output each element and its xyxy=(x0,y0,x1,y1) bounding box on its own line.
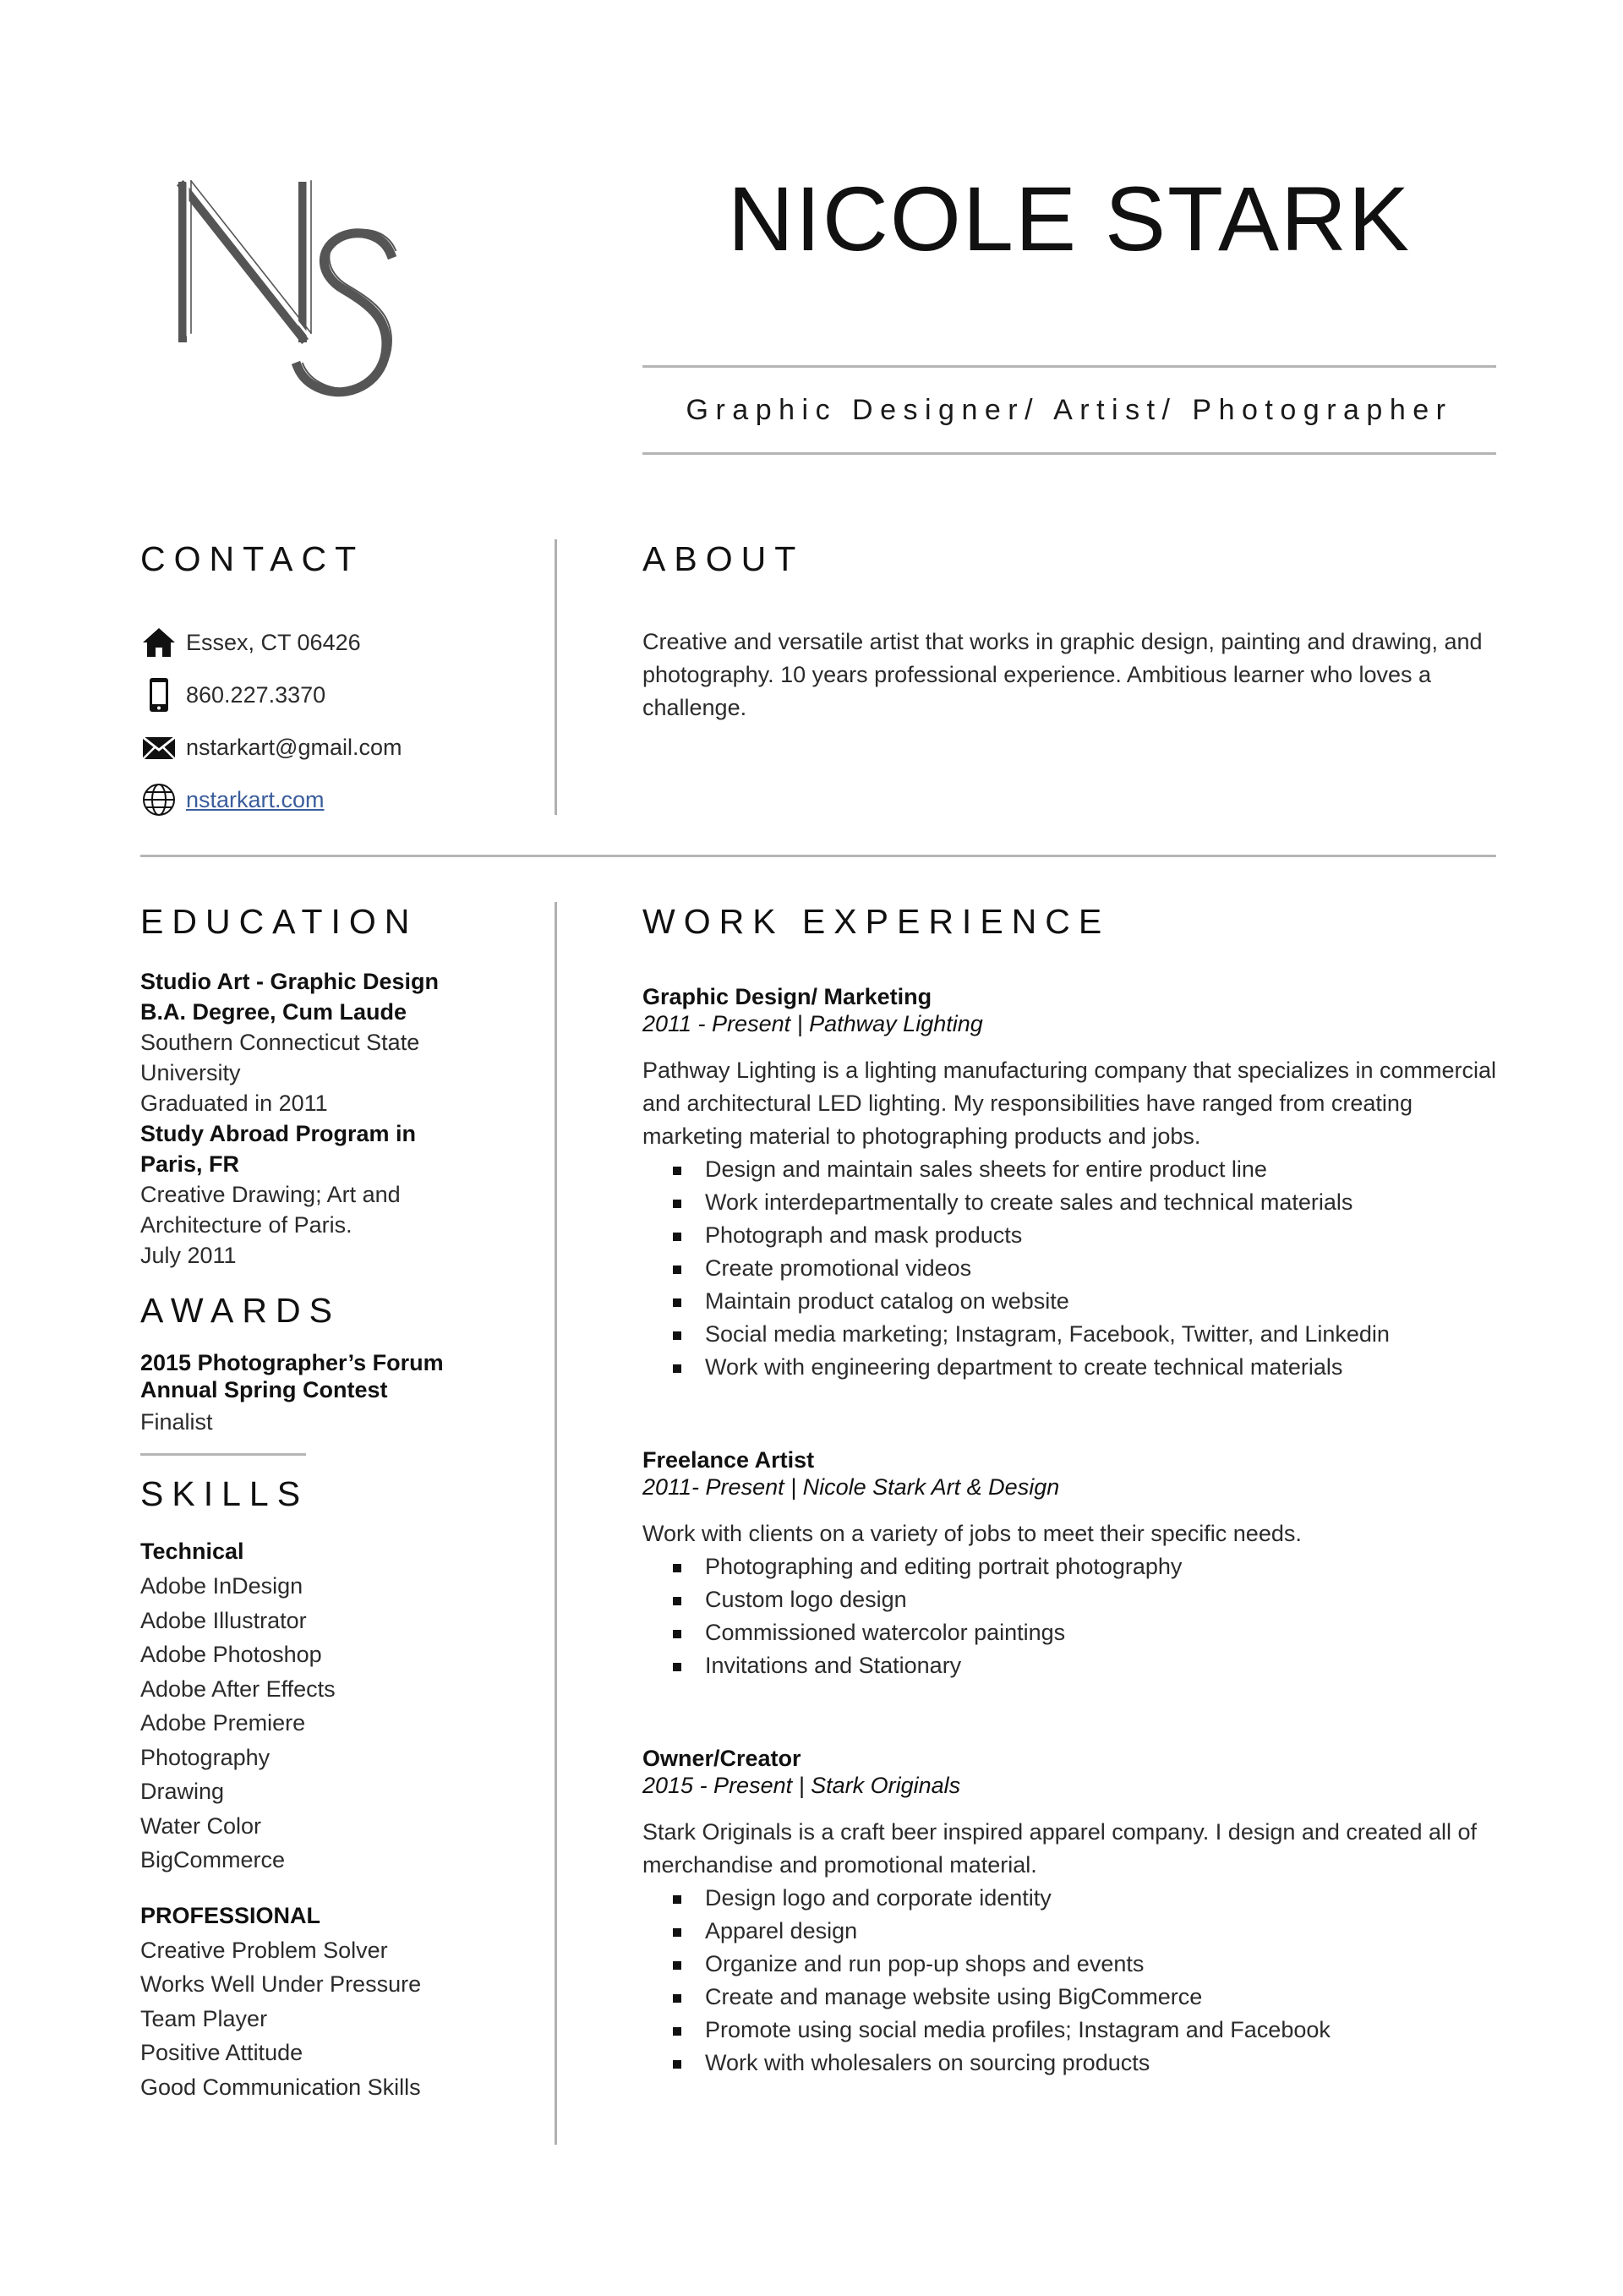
professional-label: PROFESSIONAL xyxy=(140,1902,321,1928)
job-title: Graphic Design/ Marketing xyxy=(642,984,932,1009)
contact-heading: CONTACT xyxy=(140,539,365,578)
bullet-item: Work with wholesalers on sourcing products xyxy=(642,2047,1496,2080)
awards-divider xyxy=(140,1453,306,1456)
job-bullets xyxy=(642,1882,1496,2080)
job-title-subtitle: Graphic Designer/ Artist/ Photographer xyxy=(686,394,1453,426)
graduation-date: Graduated in 2011 xyxy=(140,1091,328,1116)
home-icon xyxy=(140,624,178,661)
skill-item: Good Communication Skills xyxy=(140,2074,421,2100)
bullet-item: Work with engineering department to create technical materials xyxy=(642,1351,1496,1384)
job-dates-company: 2011- Present | Nicole Stark Art & Design xyxy=(642,1474,1060,1500)
awards-block xyxy=(140,1349,478,1437)
job-entry xyxy=(642,1446,1496,1682)
education-heading: EDUCATION xyxy=(140,902,418,941)
technical-label: Technical xyxy=(140,1539,244,1564)
skill-item: Water Color xyxy=(140,1812,262,1839)
job-description: Pathway Lighting is a lighting manufacturing company that specializes in commercial and architectural LED lighting. My responsibilities have ranged from creating marketing material to photographing products and jobs. xyxy=(642,1058,1497,1149)
award-title: 2015 Photographer’s Forum Annual Spring Contest xyxy=(140,1350,444,1402)
job-description: Work with clients on a variety of jobs to meet their specific needs. xyxy=(642,1521,1302,1546)
header-rule-top xyxy=(642,365,1496,368)
skill-item: Positive Attitude xyxy=(140,2040,303,2065)
job-entry xyxy=(642,983,1496,1384)
job-description: Stark Originals is a craft beer inspired apparel company. I design and created all of merchandise and promotional material. xyxy=(642,1819,1478,1878)
phone-icon xyxy=(140,676,178,713)
skill-item: Works Well Under Pressure xyxy=(140,1971,422,1997)
skills-block xyxy=(140,1533,495,2104)
job-bullets xyxy=(642,1550,1496,1682)
contact-website xyxy=(140,781,325,818)
bullet-item: Apparel design xyxy=(642,1915,1496,1948)
bullet-item: Invitations and Stationary xyxy=(642,1649,1496,1682)
website-link[interactable]: nstarkart.com xyxy=(186,786,325,812)
globe-icon xyxy=(140,781,178,818)
skill-item: Drawing xyxy=(140,1779,225,1804)
skills-heading: SKILLS xyxy=(140,1474,309,1513)
school-name: Southern Connecticut State University xyxy=(140,1030,420,1085)
bullet-item: Maintain product catalog on website xyxy=(642,1285,1496,1318)
bullet-item: Design and maintain sales sheets for entire product line xyxy=(642,1153,1496,1186)
work-experience-heading: WORK EXPERIENCE xyxy=(642,902,1111,941)
education-block xyxy=(140,966,495,1271)
job-title: Freelance Artist xyxy=(642,1447,815,1473)
column-divider xyxy=(555,902,557,2145)
abroad-date: July 2011 xyxy=(140,1243,237,1268)
bullet-item: Create promotional videos xyxy=(642,1252,1496,1285)
job-dates-company: 2011 - Present | Pathway Lighting xyxy=(642,1011,983,1036)
job-dates-company: 2015 - Present | Stark Originals xyxy=(642,1773,961,1798)
bullet-item: Commissioned watercolor paintings xyxy=(642,1616,1496,1649)
monogram-logo xyxy=(169,178,440,423)
skill-item: Photography xyxy=(140,1744,270,1770)
about-text: Creative and versatile artist that works in graphic design, painting and drawing, and photography. 10 years professional experience. Ambitious learner who loves a challenge. xyxy=(642,629,1483,720)
about-heading: ABOUT xyxy=(642,539,805,578)
mail-icon xyxy=(140,729,178,766)
skill-item: Adobe InDesign xyxy=(140,1573,303,1599)
bullet-item: Social media marketing; Instagram, Facebook, Twitter, and Linkedin xyxy=(642,1318,1496,1351)
contact-phone: 860.227.3370 xyxy=(140,676,325,713)
abroad-title: Study Abroad Program in Paris, FR xyxy=(140,1121,417,1177)
award-result: Finalist xyxy=(140,1409,213,1435)
contact-divider xyxy=(555,539,557,815)
bullet-item: Design logo and corporate identity xyxy=(642,1882,1496,1915)
skill-item: Adobe After Effects xyxy=(140,1676,336,1702)
job-title: Owner/Creator xyxy=(642,1746,801,1771)
bullet-item: Photographing and editing portrait photography xyxy=(642,1550,1496,1583)
skill-item: Creative Problem Solver xyxy=(140,1937,388,1963)
bullet-item: Custom logo design xyxy=(642,1583,1496,1616)
skill-item: BigCommerce xyxy=(140,1847,286,1872)
awards-heading: AWARDS xyxy=(140,1291,341,1330)
bullet-item: Promote using social media profiles; Instagram and Facebook xyxy=(642,2014,1496,2047)
abroad-description: Creative Drawing; Art and Architecture of Paris. xyxy=(140,1182,401,1238)
skill-item: Adobe Illustrator xyxy=(140,1607,307,1633)
bullet-item: Create and manage website using BigCommerce xyxy=(642,1981,1496,2014)
job-entry xyxy=(642,1745,1496,2080)
contact-address: Essex, CT 06426 xyxy=(140,624,361,661)
degree-type: B.A. Degree, Cum Laude xyxy=(140,999,407,1025)
skill-item: Adobe Photoshop xyxy=(140,1642,322,1667)
email-link[interactable]: nstarkart@gmail.com xyxy=(186,734,402,760)
skill-item: Team Player xyxy=(140,2005,268,2031)
job-bullets xyxy=(642,1153,1496,1384)
bullet-item: Photograph and mask products xyxy=(642,1219,1496,1252)
bullet-item: Organize and run pop-up shops and events xyxy=(642,1948,1496,1981)
header-rule-bottom xyxy=(642,452,1496,455)
section-divider xyxy=(140,855,1496,857)
bullet-item: Work interdepartmentally to create sales and technical materials xyxy=(642,1186,1496,1219)
candidate-name: NICOLE STARK xyxy=(727,167,1412,270)
skill-item: Adobe Premiere xyxy=(140,1710,306,1736)
degree-title: Studio Art - Graphic Design xyxy=(140,969,440,994)
contact-email xyxy=(140,729,402,766)
